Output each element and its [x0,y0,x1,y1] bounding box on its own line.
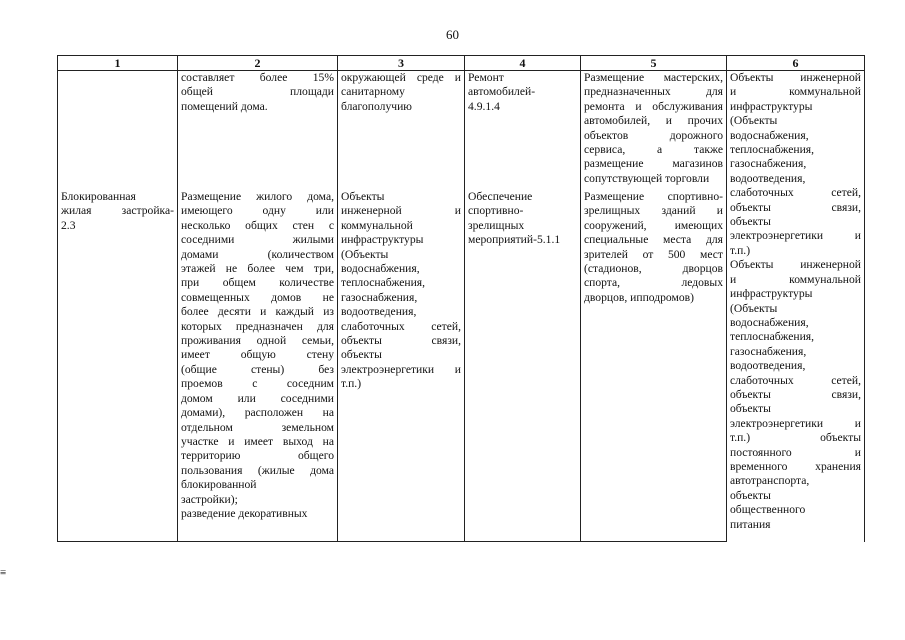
cell-c6 [727,71,865,542]
cell-text-line: т.п.) [730,243,751,257]
cell-text-line: составляет более 15% [181,71,334,84]
cell-text-line: теплоснабжения, [730,143,815,157]
cell-text-line: ремонта и обслуживания [584,99,723,113]
table-row [58,71,865,191]
cell-text-line: сервиса, а также [584,143,723,157]
cell-text-line: газоснабжения, [730,344,807,358]
cell-text-line: спорта, ледовых [584,276,723,290]
cell-text-line: более десяти и каждый из [181,305,334,319]
cell-text-line: автомобилей, и прочих [584,114,723,128]
cell-text-line: автотранспорта, [730,474,810,488]
cell-text-line: специальные места для [584,233,723,247]
cell-text-line: домами), расположен на [181,406,334,420]
cell-text-line: и коммунальной [730,272,861,286]
cell-text-line: Обеспечение [468,190,533,203]
cell-text-line: временного хранения [730,459,861,473]
cell-text-line: домами (количеством [181,247,334,261]
cell-r1-c4 [465,71,581,191]
header-col-6: 6 [727,56,865,71]
cell-text-line: инфраструктуры [730,287,813,301]
cell-text-line: объекты [341,348,382,362]
cell-text-line: водоснабжения, [341,262,420,276]
cell-r1-c2 [178,71,338,191]
cell-text-line: Размещение жилого дома, [181,190,334,203]
cell-text-line: соседними жилыми [181,233,334,247]
header-col-4: 4 [465,56,581,71]
cell-r2-c5 [581,190,727,542]
cell-text-line: Ремонт [468,71,504,84]
cell-text-line: помещений дома. [181,99,268,113]
cell-text-line: питания [730,517,771,531]
cell-text-line: водоотведения, [730,171,806,185]
cell-text-line: Объекты инженерной [730,258,861,272]
cell-text-line: проемов с соседним [181,377,334,391]
header-col-5: 5 [581,56,727,71]
cell-text-line: имеет общую стену [181,348,334,362]
cell-text-line: газоснабжения, [341,290,418,304]
cell-text-line: которых предназначен для [181,319,334,333]
cell-text-line: (Объекты [730,301,778,315]
header-col-1: 1 [58,56,178,71]
cell-text-line: слаботочных сетей, [341,319,461,333]
cell-text-line: совмещенных домов не [181,290,334,304]
cell-text-line: общественного [730,503,806,517]
cell-text-line: спортивно- [468,204,524,218]
cell-text-line: домом или соседними [181,391,334,405]
cell-text-line: водоотведения, [341,305,417,319]
cell-text-line: электроэнергетики и [730,416,861,430]
cell-text-line: сопутствующей торговли [584,171,710,185]
margin-mark: ≡ [0,567,7,579]
cell-text-line: т.п.) объекты [730,431,861,445]
cell-text-line: при общем количестве [181,276,334,290]
cell-text-line: и коммунальной [730,85,861,99]
cell-text-line: Блокированная [61,190,136,203]
cell-text-line: (общие стены) без [181,362,334,376]
cell-text-line: санитарному [341,85,405,99]
cell-text-line: электроэнергетики и [341,362,461,376]
cell-text-line: объекты связи, [730,387,861,401]
cell-text-line: (стадионов, дворцов [584,262,723,276]
cell-text-line: теплоснабжения, [341,276,426,290]
cell-text-line: объекты [730,215,771,229]
cell-text-line: слаботочных сетей, [730,186,861,200]
cell-text-line: благополучию [341,99,412,113]
cell-text-line: объекты [730,488,771,502]
cell-text-line: автомобилей- [468,85,536,99]
cell-text-line: инфраструктуры [730,99,813,113]
page-number: 60 [446,27,459,42]
cell-text-line: (Объекты [730,114,778,128]
cell-text-line: сооружений, имеющих [584,218,723,232]
cell-r2-c4 [465,190,581,542]
cell-text-line: отдельном земельном [181,420,334,434]
cell-text-line: (Объекты [341,247,389,261]
cell-r1-c3 [338,71,465,191]
cell-text-line: окружающей среде и [341,71,461,84]
cell-text-line: этажей не более чем три, [181,262,334,276]
cell-text-line: предназначенных для [584,85,723,99]
cell-text-line: Объекты инженерной [730,71,861,84]
cell-text-line: застройки); [181,492,238,506]
cell-text-line: блокированной [181,478,257,492]
cell-r1-c5 [581,71,727,191]
cell-text-line: объекты [730,402,771,416]
header-row [58,56,865,71]
cell-r2-c3 [338,190,465,542]
cell-text-line: инфраструктуры [341,233,424,247]
cell-text-line: газоснабжения, [730,157,807,171]
cell-text-line: территорию общего [181,449,334,463]
cell-text-line: объекты связи, [730,200,861,214]
cell-text-line: 2.3 [61,218,76,232]
cell-text-line: размещение магазинов [584,157,723,171]
cell-text-line: дворцов, ипподромов) [584,290,694,304]
cell-text-line: водоотведения, [730,359,806,373]
cell-r2-c1 [58,190,178,542]
cell-text-line: объектов дорожного [584,128,723,142]
regulation-table [57,55,865,542]
cell-r1-c1 [58,71,178,191]
cell-text-line: зрелищных зданий и [584,204,723,218]
cell-text-line: имеющего одну или [181,204,334,218]
cell-text-line: проживания одной семьи, [181,334,334,348]
cell-text-line: Размещение мастерских, [584,71,723,84]
cell-text-line: теплоснабжения, [730,330,815,344]
cell-text-line: несколько общих стен с [181,218,334,232]
cell-text-line: постоянного и [730,445,861,459]
cell-text-line: зрителей от 500 мест [584,247,723,261]
cell-text-line: водоснабжения, [730,315,809,329]
cell-text-line: участке и имеет выход на [181,434,334,448]
cell-text-line: общей площади [181,85,334,99]
cell-text-line: коммунальной [341,218,413,232]
cell-text-line: пользования (жилые дома [181,463,334,477]
cell-text-line: электроэнергетики и [730,229,861,243]
cell-text-line: разведение декоративных [181,506,308,520]
cell-text-line: жилая застройка- [61,204,174,218]
cell-r2-c2 [178,190,338,542]
cell-text-line: инженерной и [341,204,461,218]
cell-text-line: слаботочных сетей, [730,373,861,387]
cell-text-line: мероприятий-5.1.1 [468,233,561,247]
header-col-2: 2 [178,56,338,71]
header-col-3: 3 [338,56,465,71]
cell-text-line: 4.9.1.4 [468,99,500,113]
cell-text-line: Объекты [341,190,385,203]
cell-text-line: т.п.) [341,377,362,391]
cell-text-line: зрелищных [468,218,525,232]
cell-text-line: объекты связи, [341,334,461,348]
cell-text-line: водоснабжения, [730,128,809,142]
cell-text-line: Размещение спортивно- [584,190,723,203]
